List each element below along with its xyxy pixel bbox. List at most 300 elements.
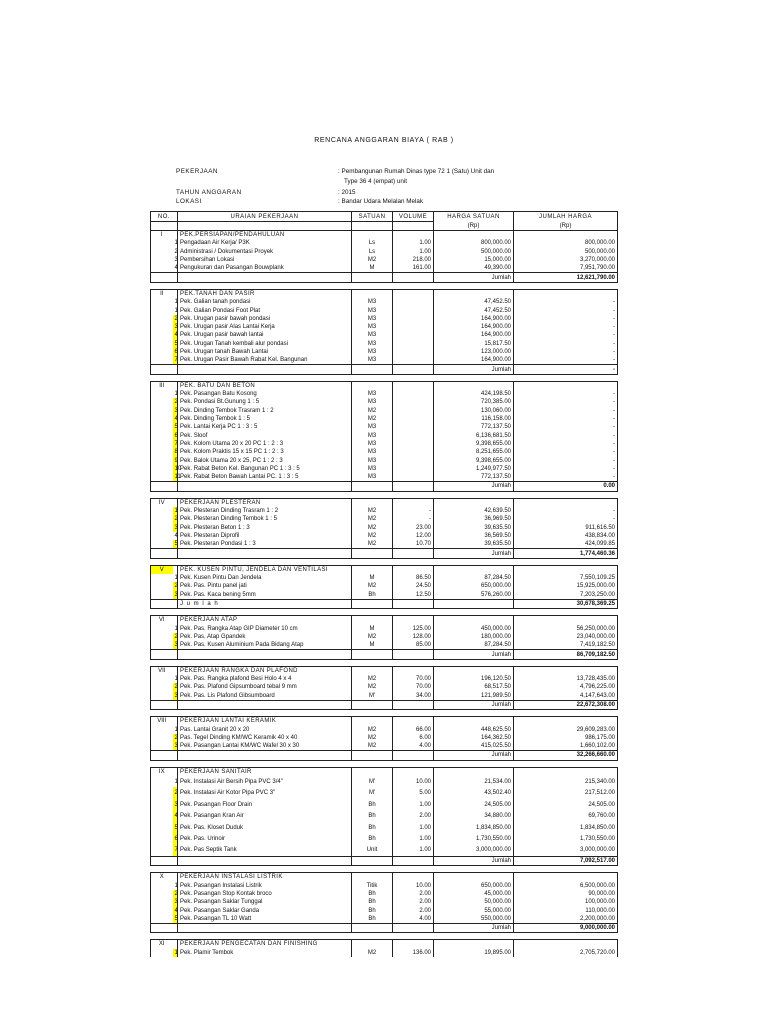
blank-cell [393,231,434,240]
section-sum-value: 1,774,460.36 [514,549,618,558]
blank-cell [151,890,173,898]
blank-cell [352,616,393,625]
item-unit-price: 3,000,000.00 [434,845,514,857]
section-spacer [151,558,618,565]
item-unit: M2 [352,683,393,691]
blank-cell [352,873,393,882]
item-volume: 218.00 [393,256,434,264]
section-spacer [151,282,618,289]
item-volume: 70.00 [393,683,434,691]
blank-cell [151,949,173,957]
item-index: 5 [174,340,178,347]
blank-cell [151,633,173,641]
section-sum-label: Jumlah [434,856,514,865]
item-index: 1 [174,307,178,314]
item-total: 90,000.00 [514,890,618,898]
table-header-unit-row [151,222,618,231]
item-total: 911,616.50 [514,524,618,532]
col-header-volume: VOLUME [393,212,434,222]
item-total: 110,000.00 [514,906,618,914]
item-volume: 12.50 [393,591,434,600]
item-index: 2 [174,890,178,897]
item-index: 3 [174,692,178,699]
item-unit-price: 415,025.50 [434,742,514,751]
section-title-row [151,940,618,949]
blank-cell [151,574,173,582]
blank-cell [151,348,173,356]
item-volume [393,390,434,398]
item-volume [393,356,434,365]
item-total: 100,000.00 [514,898,618,906]
blank-cell [151,507,173,515]
section-sum-value: 30,678,369.25 [514,599,618,608]
item-volume: 12.00 [393,532,434,540]
item-unit: Titik [352,882,393,890]
item-unit: Unit [352,845,393,857]
item-volume: 1.00 [393,239,434,247]
item-total: 3,270,000.00 [514,256,618,264]
blank-cell [178,549,352,558]
col-header-no: NO. [151,212,178,222]
blank-cell [178,700,352,709]
item-index: 2 [174,633,178,640]
item-description: Pek. Urugan tanah Bawah Lantai [178,348,352,356]
table-row [151,456,618,464]
item-index: 2 [174,734,178,741]
item-unit: Ls [352,239,393,247]
item-total: 69,760.00 [514,810,618,822]
item-total: - [514,423,618,431]
item-volume: - [393,515,434,523]
blank-cell [151,799,173,811]
item-unit-price: 180,000.00 [434,633,514,641]
blank-cell [352,700,393,709]
item-unit: Bh [352,890,393,898]
item-volume: - [393,507,434,515]
item-index: 11 [174,474,181,481]
table-row [151,264,618,273]
section-spacer [151,933,618,940]
item-unit-price: 36,569.50 [434,532,514,540]
blank-cell [434,289,514,298]
item-unit-price: 24,505.00 [434,799,514,811]
blank-cell [393,650,434,659]
blank-cell [352,924,393,933]
item-index: 3 [174,407,178,414]
item-unit: M2 [352,507,393,515]
meta-pekerjaan-cont [338,177,407,186]
item-unit-price: 6,136,681.50 [434,432,514,440]
blank-cell [434,565,514,574]
table-row [151,641,618,650]
section-title-row [151,498,618,507]
section-sum-value: 86,709,182.50 [514,650,618,659]
item-unit-price: 15,817.50 [434,340,514,348]
blank-cell [393,482,434,491]
table-row [151,822,618,834]
blank-cell [352,650,393,659]
blank-cell [352,549,393,558]
blank-cell [393,751,434,760]
item-description: Pek. Pasangan Floor Drain [178,799,352,811]
item-unit: M2 [352,633,393,641]
item-description: Pek. Sloof [178,432,352,440]
item-total: 2,705,720.00 [514,949,618,957]
blank-cell [151,710,618,717]
item-unit-price: 8,251,655.00 [434,448,514,456]
item-unit-price: 164,900.00 [434,331,514,339]
section-title: PEK. KUSEN PINTU, JENDELA DAN VENTILASI [178,565,352,574]
blank-cell [151,833,173,845]
item-description: Pek. Pondasi Bt.Gunung 1 : 5 [178,398,352,406]
item-total: 56,250,000.00 [514,624,618,632]
blank-cell [151,558,618,565]
blank-cell [151,374,618,381]
item-volume: 10.00 [393,882,434,890]
section-title: PEKERJAAN ATAP [178,616,352,625]
item-unit: M2 [352,540,393,549]
item-index: 1 [174,949,178,956]
section-sum-value: 0.00 [514,482,618,491]
section-sum-label: Jumlah [434,549,514,558]
blank-cell [151,856,173,865]
blank-cell [178,856,352,865]
item-unit-price: 650,000.00 [434,882,514,890]
blank-cell [178,924,352,933]
item-total: - [514,390,618,398]
blank-cell [151,787,173,799]
item-description: Pek. Rabat Beton Bawah Lantai PC. 1 : 3 : 5 [178,473,352,482]
blank-cell [434,717,514,726]
item-total: - [514,356,618,365]
blank-cell [151,933,618,940]
item-index: 1 [174,882,178,889]
item-index: 5 [173,822,178,834]
item-unit-price: 164,900.00 [434,315,514,323]
item-total: - [514,432,618,440]
blank-cell [151,315,173,323]
table-row [151,423,618,431]
item-description: Pek. Dinding Tembok Trasram 1 : 2 [178,407,352,415]
item-unit-price: 121,989.50 [434,692,514,701]
section-number: VII [151,666,173,675]
item-unit: M3 [352,298,393,306]
item-index: 4 [174,265,178,272]
table-row [151,532,618,540]
blank-cell [514,666,618,675]
item-description: Pek. Pas. Urinoir [178,833,352,845]
blank-cell [514,565,618,574]
item-description: Pek. Plamir Tembok [178,949,352,957]
table-header-row [151,212,618,222]
blank-cell [151,273,173,282]
item-unit: M2 [352,532,393,540]
blank-cell [151,624,173,632]
item-total: 500,000.00 [514,248,618,256]
item-volume: 1.00 [393,833,434,845]
item-index: 3 [174,642,178,649]
item-description: Pek. Instalasi Air Bersih Pipa PVC 3/4" [178,776,352,788]
item-index: 8 [174,449,178,456]
blank-cell [151,356,173,365]
section-sum-label: Jumlah [434,365,514,374]
item-unit: M2 [352,524,393,532]
item-volume [393,465,434,473]
item-total: - [514,507,618,515]
item-volume: 66.00 [393,725,434,733]
item-unit: M3 [352,423,393,431]
item-index: 1 [174,299,178,306]
item-unit: M3 [352,356,393,365]
section-title: PEK.PERSIAPAN/PENDAHULUAN [178,231,352,240]
blank-cell [393,498,434,507]
item-unit: M2 [352,407,393,415]
blank-cell [393,222,434,231]
table-row [151,633,618,641]
meta-lokasi [176,197,423,206]
section-sum-label: Jumlah [434,700,514,709]
table-row [151,306,618,314]
item-unit: Bh [352,799,393,811]
table-row [151,833,618,845]
section-sum-row [151,482,618,491]
table-row [151,407,618,415]
item-unit-price: 576,260.00 [434,591,514,600]
blank-cell [151,448,173,456]
item-volume [393,306,434,314]
section-sum-value: 9,000,000.00 [514,924,618,933]
blank-cell [151,515,173,523]
section-title-row [151,289,618,298]
item-unit: M3 [352,456,393,464]
col-header-jumlah-unit: (Rp) [514,222,618,231]
col-header-jumlah: JUMLAH HARGA [514,212,618,222]
blank-cell [393,700,434,709]
item-unit: M3 [352,440,393,448]
section-title: PEKERJAAN SANITAIR [178,767,352,776]
item-description: Pek. Pasangan Instalasi Listrik [178,882,352,890]
table-row [151,810,618,822]
item-index: 5 [174,424,178,431]
section-sum-row [151,924,618,933]
item-volume: 23.00 [393,524,434,532]
section-title-row [151,616,618,625]
blank-cell [434,616,514,625]
blank-cell [151,734,173,742]
item-unit-price: 39,635.50 [434,524,514,532]
item-index: 3 [174,524,178,531]
item-unit: M3 [352,331,393,339]
item-unit-price: 1,730,550.00 [434,833,514,845]
blank-cell [151,725,173,733]
item-volume: 34.00 [393,692,434,701]
item-index: 6 [174,349,178,355]
item-unit-price: 47,452.50 [434,298,514,306]
item-description: Pek. Pas. Plafond Gipsumboard tebal 9 mm [178,683,352,691]
item-unit: M3 [352,473,393,482]
item-description: Pek. Plesteran Diprofil [178,532,352,540]
section-title: PEKERJAAN INSTALASI LISTRIK [178,873,352,882]
section-sum-row [151,650,618,659]
blank-cell [151,248,173,256]
blank-cell [151,331,173,339]
item-unit: Bh [352,898,393,906]
col-header-uraian: URAIAN PEKERJAAN [178,212,352,222]
item-volume [393,331,434,339]
item-unit: M2 [352,725,393,733]
item-volume: 125.00 [393,624,434,632]
item-total: - [514,323,618,331]
blank-cell [151,599,173,608]
item-total: 2,200,000.00 [514,915,618,924]
item-unit-price: 87,284.50 [434,574,514,582]
section-sum-label: Jumlah [434,273,514,282]
blank-cell [151,700,173,709]
item-index: 6 [173,833,178,845]
item-index: 4 [174,907,178,914]
blank-cell [514,940,618,949]
blank-cell [393,549,434,558]
blank-cell [393,381,434,390]
item-unit-price: 772,137.50 [434,423,514,431]
blank-cell [151,323,173,331]
blank-cell [352,381,393,390]
item-description: Pengukuran dan Pasangan Bouwplank [178,264,352,273]
item-total: 215,340.00 [514,776,618,788]
item-total: 7,419,182.50 [514,641,618,650]
item-index: 1 [174,575,178,582]
item-description: Pek. Plesteran Pondasi 1 : 3 [178,540,352,549]
section-sum-row [151,273,618,282]
blank-cell [151,866,618,873]
item-total: 217,512.00 [514,787,618,799]
blank-cell [393,289,434,298]
item-total: 29,609,283.00 [514,725,618,733]
item-index: 2 [174,684,178,691]
blank-cell [352,565,393,574]
table-row [151,524,618,532]
item-description: Pengadaan Air Kerja/ P3K [178,239,352,247]
blank-cell [151,822,173,834]
blank-cell [151,882,173,890]
item-description: Pas. Tegel Dinding KM/WC Keramik 40 x 40 [178,734,352,742]
item-unit-price: 36,969.50 [434,515,514,523]
blank-cell [178,482,352,491]
section-sum-row [151,856,618,865]
section-title-row [151,666,618,675]
table-row [151,776,618,788]
section-sum-label: Jumlah [434,482,514,491]
blank-cell [151,924,173,933]
item-total: - [514,407,618,415]
table-row [151,692,618,701]
item-unit: M' [352,692,393,701]
blank-cell [151,906,173,914]
item-unit-price: 772,137.50 [434,473,514,482]
table-row [151,882,618,890]
table-row [151,323,618,331]
section-title: PEKERJAAN RANGKA DAN PLAFOND [178,666,352,675]
item-volume: 1.00 [393,845,434,857]
section-number: VI [151,616,173,625]
section-spacer [151,659,618,666]
blank-cell [393,717,434,726]
item-unit: Bh [352,810,393,822]
item-total: 3,000,000.00 [514,845,618,857]
table-row [151,787,618,799]
item-total: - [514,398,618,406]
item-unit-price: 450,000.00 [434,624,514,632]
blank-cell [393,873,434,882]
blank-cell [151,473,173,482]
item-unit-price: 50,000.00 [434,898,514,906]
blank-cell [151,742,173,751]
blank-cell [434,767,514,776]
item-index: 1 [174,726,178,733]
item-volume [393,398,434,406]
item-volume [393,432,434,440]
blank-cell [514,767,618,776]
item-description: Pek. Dinding Tembok 1 : 5 [178,415,352,423]
section-sum-row [151,751,618,760]
blank-cell [151,407,173,415]
item-unit: M2 [352,734,393,742]
item-total: 800,000.00 [514,239,618,247]
item-volume [393,315,434,323]
item-unit-price: 55,000.00 [434,906,514,914]
item-total: - [514,473,618,482]
blank-cell [151,423,173,431]
item-unit-price: 550,000.00 [434,915,514,924]
section-sum-row [151,549,618,558]
item-volume [393,323,434,331]
item-unit: M [352,641,393,650]
blank-cell [352,599,393,608]
blank-cell [352,365,393,374]
blank-cell [151,549,173,558]
blank-cell [151,641,173,650]
blank-cell [393,616,434,625]
item-index: 7 [174,357,178,364]
blank-cell [151,650,173,659]
item-description: Pek. Lantai Kerja PC 1 : 3 : 5 [178,423,352,431]
blank-cell [178,751,352,760]
blank-cell [151,524,173,532]
item-description: Pek. Pas. Kloset Duduk [178,822,352,834]
item-volume [393,456,434,464]
item-index: 2 [174,583,178,590]
item-unit-price: 720,385.00 [434,398,514,406]
item-volume [393,423,434,431]
item-index: 3 [174,743,178,750]
item-volume: 1.00 [393,799,434,811]
item-total: 4,147,643.00 [514,692,618,701]
blank-cell [151,810,173,822]
item-total: 6,500,000.00 [514,882,618,890]
meta-tahun-label: TAHUN ANGGARAN [176,189,242,196]
blank-cell [151,264,173,273]
blank-cell [151,298,173,306]
table-row [151,624,618,632]
blank-cell [434,599,514,608]
blank-cell [151,398,173,406]
item-unit-price: 34,880.00 [434,810,514,822]
item-unit: M3 [352,340,393,348]
section-sum-row [151,599,618,608]
item-total: 7,550,109.25 [514,574,618,582]
item-index: 1 [174,508,178,515]
item-volume: 4.00 [393,915,434,924]
